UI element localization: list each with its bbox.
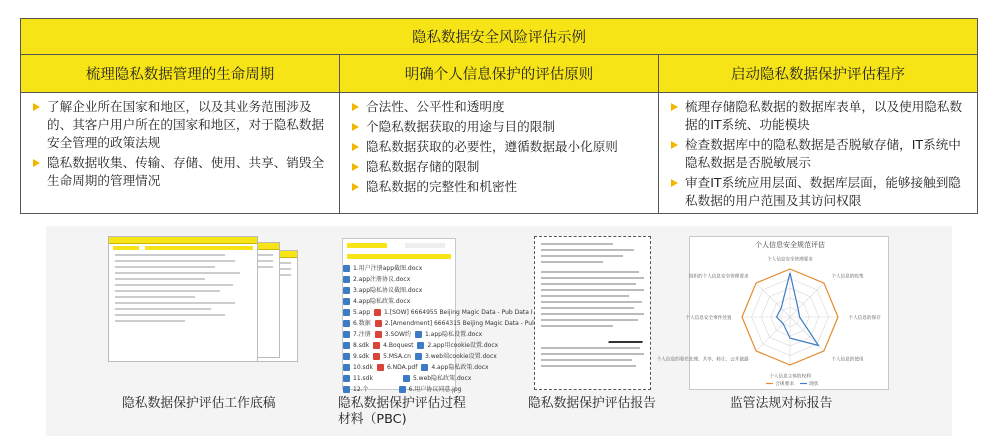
list-item	[350, 138, 648, 156]
column-body-lifecycle	[21, 93, 340, 213]
radar-axis-label: 个人信息安全管理要求	[767, 257, 813, 263]
bullet-icon	[31, 154, 47, 190]
report-thumbnail	[534, 236, 651, 390]
file-row[interactable]: 2.app注册协议.docx	[343, 274, 534, 285]
file-row[interactable]: 1.用户注册app截图.docx	[343, 263, 534, 274]
legend-label: 合规要求	[775, 382, 795, 387]
assessment-table	[20, 18, 978, 214]
file-row[interactable]: 6.数据 2.[Amendment] 6664315 Beijing Magic Data - Pul	[343, 318, 534, 329]
radar-axis-label: 个人信息主体的权利	[769, 374, 811, 380]
list-item	[350, 178, 648, 196]
list-item	[669, 136, 967, 172]
bullet-icon	[350, 178, 366, 196]
table-body-row	[21, 93, 977, 213]
list-item-text: 个隐私数据获取的用途与目的限制	[366, 119, 555, 134]
caption-benchmark: 监管法规对标报告	[730, 396, 833, 411]
caption-pbc: 隐私数据保护评估过程材料（PBC)	[338, 396, 466, 427]
list-item	[669, 174, 967, 210]
bullet-icon	[350, 138, 366, 156]
list-item	[350, 158, 648, 176]
signature-icon	[608, 333, 646, 343]
sheet-page	[108, 236, 258, 362]
bullet-icon	[31, 98, 47, 152]
list-item-text: 合法性、公平性和透明度	[366, 99, 505, 114]
bullet-icon	[669, 98, 685, 134]
radar-axis-label: 个人信息的保存	[848, 316, 881, 321]
list-item-text: 梳理存储隐私数据的数据库表单，以及使用隐私数据的IT系统、功能模块	[685, 99, 963, 132]
chart-title: 个人信息安全规范评估	[755, 241, 825, 249]
file-row[interactable]: 3.app隐私协议截图.docx	[343, 285, 534, 296]
bullet-icon	[350, 158, 366, 176]
column-header-lifecycle: 梳理隐私数据管理的生命周期	[21, 55, 340, 92]
column-header-principles: 明确个人信息保护的评估原则	[340, 55, 659, 92]
radar-axis-label: 个人信息的使用	[831, 357, 864, 363]
radar-svg	[656, 237, 890, 391]
list-item-text: 检查数据库中的隐私数据是否脱敏存储，IT系统中隐私数据是否脱敏展示	[685, 137, 961, 170]
list-item	[31, 98, 329, 152]
file-row[interactable]: 9.sdk 5.MSA.cn 3.web端cookie设置.docx	[343, 351, 534, 362]
file-row[interactable]: 8.sdk 4.Boquest 2.app用cookie设置.docx	[343, 340, 534, 351]
list-item	[350, 118, 648, 136]
radar-axis-label: 组织的个人信息安全管理要求	[688, 274, 749, 280]
file-row[interactable]: 4.app隐私政策.docx	[343, 296, 534, 307]
file-row[interactable]: 5.app 1.[SOW] 6664955 Beijing Magic Data - Pub Data I	[343, 307, 534, 318]
file-row[interactable]: 12.个 6.用户协议同意.jpg	[343, 384, 534, 395]
bullet-icon	[350, 118, 366, 136]
column-body-principles	[340, 93, 659, 213]
regulation-benchmark-chart	[656, 236, 889, 390]
caption-report: 隐私数据保护评估报告	[528, 396, 656, 411]
bullet-icon	[669, 136, 685, 172]
list-item-text: 了解企业所在国家和地区，以及其业务范围涉及的、其客户用户所在的国家和地区，对于隐私数据安全管理的政策法规	[47, 99, 325, 150]
radar-axis-label: 个人信息安全事件处置	[685, 316, 732, 321]
radar-axis-label: 个人信息的委托处理、共享、转让、公开披露	[656, 357, 749, 363]
list-item-text: 审查IT系统应用层面、数据库层面，能够接触到隐私数据的用户范围及其访问权限	[685, 175, 961, 208]
column-body-procedure	[659, 93, 977, 213]
caption-workpaper: 隐私数据保护评估工作底稿	[122, 396, 276, 411]
legend-label: 现状	[809, 382, 819, 387]
file-row[interactable]: 7.注册 3.SOW约 1.app隐私设置.docx	[343, 329, 534, 340]
bullet-icon	[350, 98, 366, 116]
list-item-text: 隐私数据获取的必要性，遵循数据最小化原则	[366, 139, 618, 154]
bullet-icon	[669, 174, 685, 210]
table-header-row	[21, 55, 977, 93]
workpaper-thumbnail	[106, 236, 306, 366]
table-title: 隐私数据安全风险评估示例	[21, 19, 977, 55]
list-item	[31, 154, 329, 190]
radar-axis-label: 个人信息的收集	[831, 274, 864, 280]
list-item-text: 隐私数据收集、传输、存储、使用、共享、销毁全生命周期的管理情况	[47, 155, 325, 188]
list-item	[350, 98, 648, 116]
list-item-text: 隐私数据存储的限制	[366, 159, 480, 174]
file-row[interactable]: 11.sdk 5.web隐私政策.docx	[343, 373, 534, 384]
list-item-text: 隐私数据的完整性和机密性	[366, 179, 518, 194]
pbc-file-list	[342, 238, 534, 393]
list-item	[669, 98, 967, 134]
file-row[interactable]: 10.sdk 6.NDA.pdf 4.app隐私政策.docx	[343, 362, 534, 373]
column-header-procedure: 启动隐私数据保护评估程序	[731, 67, 905, 83]
